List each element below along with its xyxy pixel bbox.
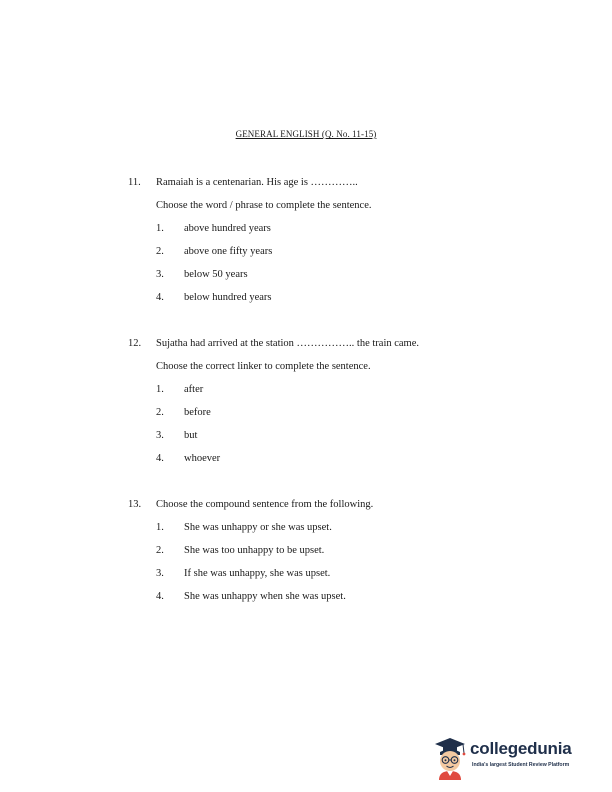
question-number: 11.: [128, 177, 141, 188]
option-number: 3.: [156, 269, 164, 280]
question-instruction: Choose the word / phrase to complete the sentence.: [156, 200, 372, 211]
brand-tagline: India's largest Student Review Platform: [472, 762, 570, 768]
option-number: 3.: [156, 430, 164, 441]
brand-name: collegedunia: [470, 739, 572, 758]
option-text: If she was unhappy, she was upset.: [184, 568, 331, 579]
option-text: below hundred years: [184, 292, 272, 303]
option-text: after: [184, 384, 204, 395]
option-text: She was unhappy when she was upset.: [184, 591, 346, 602]
option-number: 3.: [156, 568, 164, 579]
option-text: before: [184, 407, 211, 418]
collegedunia-logo: [431, 736, 572, 780]
option-number: 2.: [156, 407, 164, 418]
option-text: She was too unhappy to be upset.: [184, 545, 325, 556]
option-text: whoever: [184, 453, 221, 464]
option-number: 1.: [156, 223, 164, 234]
page-title: GENERAL ENGLISH (Q. No. 11-15): [235, 129, 377, 139]
option-number: 2.: [156, 545, 164, 556]
option-text: above one fifty years: [184, 246, 273, 257]
option-text: but: [184, 430, 198, 441]
question-instruction: Choose the correct linker to complete the sentence.: [156, 361, 371, 372]
option-number: 4.: [156, 292, 164, 303]
question-text: Sujatha had arrived at the station …………….. the train came.: [156, 338, 420, 349]
option-text: above hundred years: [184, 223, 271, 234]
option-number: 1.: [156, 384, 164, 395]
option-text: below 50 years: [184, 269, 248, 280]
question-number: 13.: [128, 499, 142, 510]
question-text: Choose the compound sentence from the following.: [156, 499, 374, 510]
question-text: Ramaiah is a centenarian. His age is …………..: [156, 177, 358, 188]
option-number: 4.: [156, 591, 164, 602]
option-text: She was unhappy or she was upset.: [184, 522, 332, 533]
option-number: 2.: [156, 246, 164, 257]
option-number: 1.: [156, 522, 164, 533]
option-number: 4.: [156, 453, 164, 464]
question-number: 12.: [128, 338, 142, 349]
student-mascot-icon: [431, 736, 469, 780]
